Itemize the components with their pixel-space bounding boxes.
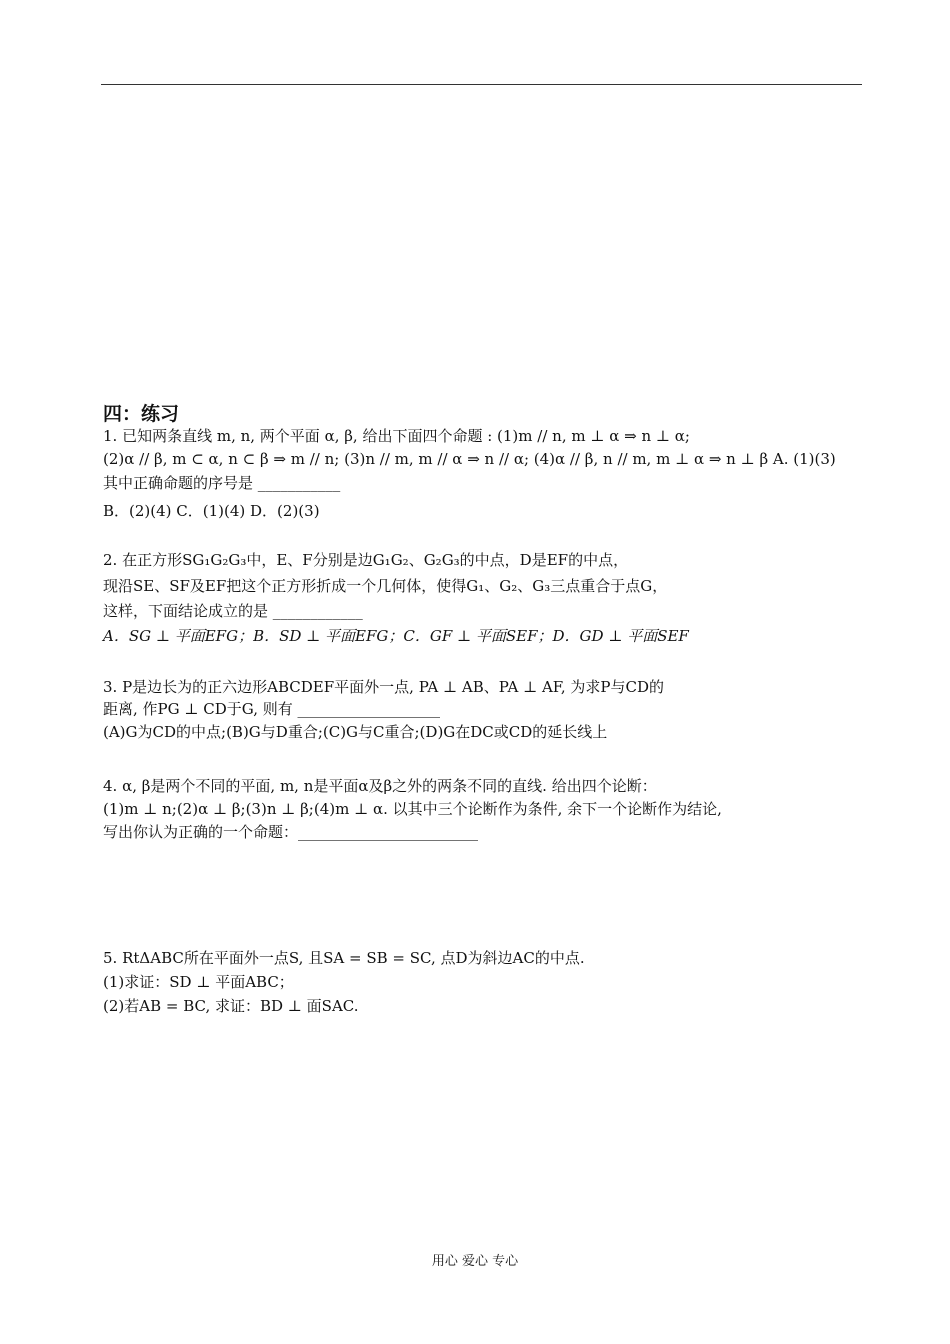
q1-line2: (2)α // β, m ⊂ α, n ⊂ β ⇒ m // n; (3)n // m, m // α ⇒ n // α; (4)α // β, n // m, m ⊥ α ⇒ n ⊥ β A. (1)(3)	[103, 450, 836, 468]
q1-options: B．(2)(4) C．(1)(4) D．(2)(3)	[103, 502, 320, 520]
q3-options: (A)G为CD的中点;(B)G与D重合;(C)G与C重合;(D)G在DC或CD的延长线上	[103, 723, 608, 741]
q3-line2: 距离, 作PG ⊥ CD于G, 则有 ___________________	[103, 700, 441, 718]
q2-line3: 这样，下面结论成立的是 ____________	[103, 602, 363, 620]
q4-line2: (1)m ⊥ n;(2)α ⊥ β;(3)n ⊥ β;(4)m ⊥ α. 以其中三个论断作为条件, 余下一个论断作为结论,	[103, 800, 722, 818]
page-footer: 用心 爱心 专心	[431, 1254, 519, 1269]
header-rule	[101, 84, 862, 85]
section-heading: 四：练习	[103, 403, 180, 425]
q4-line3: 写出你认为正确的一个命题：________________________	[103, 823, 479, 841]
q2-line1: 2. 在正方形SG₁G₂G₃中，E、F分别是边G₁G₂、G₂G₃的中点，D是EF的中点，	[103, 551, 629, 569]
q1-line3: 其中正确命题的序号是 ___________	[103, 474, 341, 492]
q1-line1: 1. 已知两条直线 m, n, 两个平面 α, β, 给出下面四个命题 : (1)m // n, m ⊥ α ⇒ n ⊥ α;	[103, 427, 690, 445]
q2-options: A．SG ⊥ 平面EFG；B．SD ⊥ 平面EFG；C．GF ⊥ 平面SEF；D．GD ⊥ 平面SEF	[103, 627, 689, 645]
q3-line1: 3. P是边长为的正六边形ABCDEF平面外一点, PA ⊥ AB、PA ⊥ AF, 为求P与CD的	[103, 678, 664, 696]
q5-line1: 5. RtΔABC所在平面外一点S, 且SA = SB = SC, 点D为斜边AC的中点.	[103, 949, 585, 967]
q4-line1: 4. α, β是两个不同的平面, m, n是平面α及β之外的两条不同的直线. 给出四个论断：	[103, 777, 657, 795]
q2-line2: 现沿SE、SF及EF把这个正方形折成一个几何体，使得G₁、G₂、G₃三点重合于点G，	[103, 577, 668, 595]
q5-line3: (2)若AB = BC, 求证：BD ⊥ 面SAC.	[103, 997, 359, 1015]
q5-line2: (1)求证：SD ⊥ 平面ABC；	[103, 973, 294, 991]
